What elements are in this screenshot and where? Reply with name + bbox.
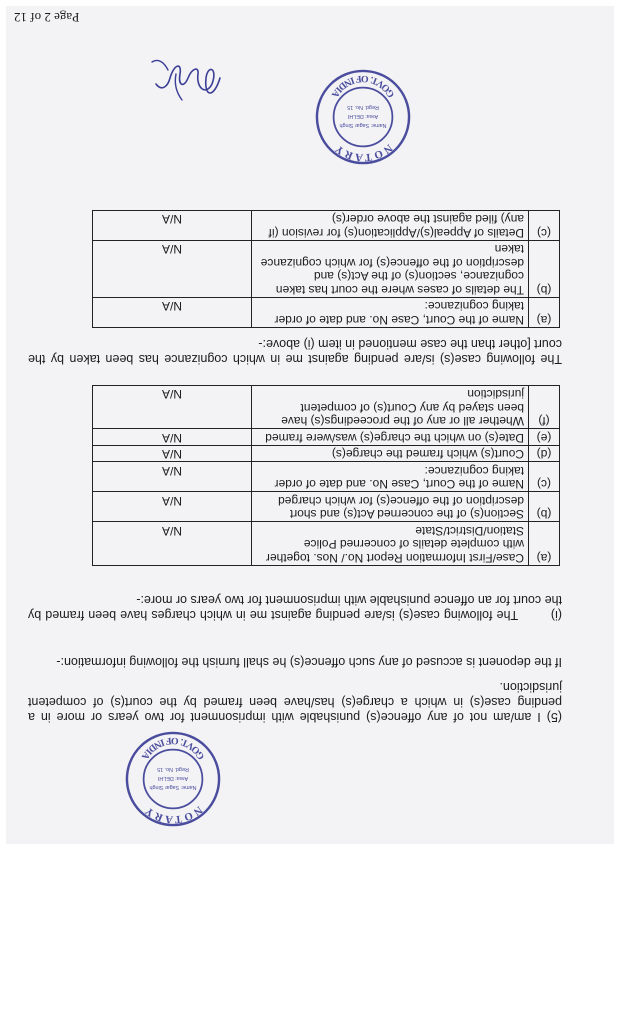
row-description: Date(s) on which the charge(s) was/were framed	[252, 429, 529, 446]
table-row	[93, 522, 560, 566]
table-row	[93, 462, 560, 492]
charges-framed-table	[92, 385, 560, 566]
item-5-number: (5)	[546, 710, 562, 724]
stamp-country: GOVT. OF INDIA	[328, 72, 398, 100]
row-description: Court(s) which framed the charge(s)	[252, 446, 529, 463]
stamp-line: Regd. No. 15	[347, 104, 379, 111]
table-row	[93, 298, 560, 328]
row-value: N/A	[93, 492, 252, 522]
notary-stamp-bottom	[314, 68, 412, 166]
stamp-line: Area: DELHI	[347, 113, 379, 120]
item-i-number: (i)	[550, 608, 562, 622]
table-row	[93, 446, 560, 463]
row-description: Name of the Court, Case No. and date of order taking cognizance:	[252, 462, 529, 492]
cognizance-table	[92, 210, 560, 328]
row-value: N/A	[93, 429, 252, 446]
intro-paragraph: If the deponent is accused of any such offence(s) he shall furnish the following information:-	[56, 655, 562, 669]
row-value: N/A	[93, 386, 252, 430]
svg-text:NOTARY	[332, 142, 395, 164]
row-description: Section(s) of the concerned Act(s) and short description of the offence(s) for which charged	[252, 492, 529, 522]
stamp-line: Name: Sagar Singh	[149, 783, 197, 790]
row-value: N/A	[93, 298, 252, 328]
stamp-line: Regd. No. 15	[157, 766, 189, 773]
svg-text:NOTARY	[142, 804, 205, 826]
row-label: (b)	[529, 241, 560, 298]
row-label: (a)	[529, 298, 560, 328]
item-5-paragraph	[28, 679, 562, 724]
row-description: Whether all or any of the proceedings(s) have been stayed by any Court(s) of competent jurisdiction	[252, 386, 529, 430]
row-description: Case/First Information Report No./ Nos. together with complete details of concerned Police Station/District/State	[252, 522, 529, 566]
page-number: Page 2 of 12	[14, 10, 80, 25]
table-row	[93, 492, 560, 522]
table-row	[93, 429, 560, 446]
row-value: N/A	[93, 522, 252, 566]
table-row	[93, 241, 560, 298]
row-value: N/A	[93, 241, 252, 298]
item-i-text: The following case(s) is/are pending against me in which charges have been framed by the court for an offence punishable with imprisonment for two years or more:-	[28, 593, 562, 622]
stamp-line: Name: Sagar Singh	[339, 121, 387, 128]
handwritten-signature	[146, 48, 226, 108]
row-label: (f)	[529, 386, 560, 430]
row-description: Name of the Court, Case No. and date of order taking cognizance:	[252, 298, 529, 328]
row-label: (c)	[529, 211, 560, 241]
table-row	[93, 211, 560, 241]
item-5-text: I am/am not of any offence(s) punishable with imprisonment for two years or more in a pending case(s) in which a charge(s) has/have been framed by the court(s) of competent jurisdiction.	[28, 680, 562, 724]
row-value: N/A	[93, 446, 252, 463]
row-label: (b)	[529, 492, 560, 522]
scanned-sheet	[6, 6, 614, 844]
row-description: The details of cases where the court has taken cognizance, section(s) of the Act(s) and description of the offence(s) for which cognizance taken	[252, 241, 529, 298]
row-label: (a)	[529, 522, 560, 566]
stamp-label: NOTARY	[141, 803, 205, 826]
table-row	[93, 386, 560, 430]
row-value: N/A	[93, 211, 252, 241]
row-label: (e)	[529, 429, 560, 446]
notary-stamp-top	[124, 730, 222, 828]
row-value: N/A	[93, 462, 252, 492]
item-i-paragraph	[28, 592, 562, 622]
stamp-country: GOVT. OF INDIA	[138, 734, 208, 762]
item-ii-paragraph: The following case(s) is/are pending against me in which cognizance has been taken by the court [other than the case mentioned in item (i) above:-	[28, 337, 562, 366]
row-label: (c)	[529, 462, 560, 492]
stamp-line: Area: DELHI	[157, 775, 189, 782]
row-label: (d)	[529, 446, 560, 463]
stamp-label: NOTARY	[331, 141, 395, 164]
row-description: Details of Appeal(s)/Application(s) for revision (if any) filed against the above order(s)	[252, 211, 529, 241]
